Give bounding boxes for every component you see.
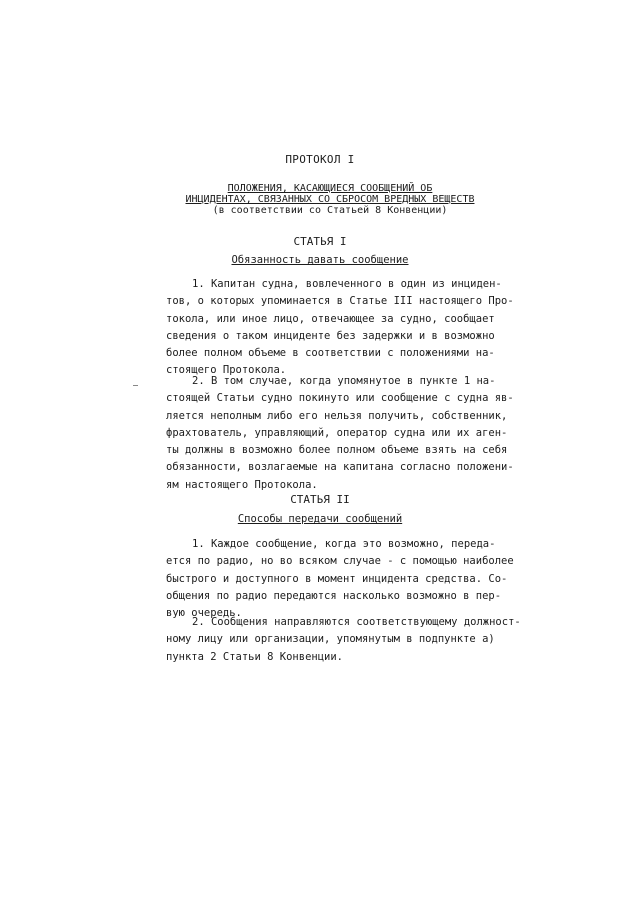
paragraph-line: обязанности, возлагаемые на капитана согласно положени- xyxy=(166,461,514,474)
paragraph-line: стоящей Статьи судно покинуто или сообщение с судна яв- xyxy=(166,392,514,405)
paragraph-line: пункта 2 Статьи 8 Конвенции. xyxy=(166,650,344,663)
margin-mark xyxy=(133,385,138,386)
paragraph-line: 1. Капитан судна, вовлеченного в один из инциден- xyxy=(192,278,502,290)
article-caption-text: Способы передачи сообщений xyxy=(237,513,403,525)
paragraph-line: 1. Каждое сообщение, когда это возможно, переда- xyxy=(192,538,496,550)
paragraph-line: 2. Сообщения направляются соответствующему должност- xyxy=(192,616,521,628)
paragraph-line: ляется неполным либо его нельзя получить, собственник, xyxy=(166,409,508,422)
paragraph xyxy=(166,276,526,380)
paragraph-line: 2. В том случае, когда упомянутое в пункте 1 на- xyxy=(192,375,496,387)
paragraph-line: ному лицу или организации, упомянутым в подпункте а) xyxy=(166,633,495,646)
subtitle-line: ПОЛОЖЕНИЯ, КАСАЮЩИЕСЯ СООБЩЕНИЙ ОБ xyxy=(227,183,433,194)
article-caption xyxy=(0,254,640,266)
paragraph-line: быстрого и доступного в момент инцидента средства. Со- xyxy=(166,572,508,585)
paragraph-line: ты должны в возможно более полном объеме взять на себя xyxy=(166,444,508,457)
article-caption-text: Обязанность давать сообщение xyxy=(231,254,409,266)
subtitle-line: (в соответствии со Статьей 8 Конвенции) xyxy=(212,205,448,216)
article-heading: СТАТЬЯ II xyxy=(290,493,350,506)
paragraph-line: тов, о которых упоминается в Статье III настоящего Про- xyxy=(166,295,514,308)
paragraph-line: ям настоящего Протокола. xyxy=(166,478,318,491)
document-title: ПРОТОКОЛ I xyxy=(285,153,355,166)
article-caption xyxy=(0,513,640,525)
paragraph-line: фрахтователь, управляющий, оператор судна или их аген- xyxy=(166,426,508,439)
paragraph xyxy=(166,614,526,666)
paragraph-line: общения по радио передаются насколько возможно в пер- xyxy=(166,589,502,602)
paragraph xyxy=(166,373,526,494)
paragraph-line: вую очередь. xyxy=(166,607,242,620)
paragraph-line: сведения о таком инциденте без задержки и в возможно xyxy=(166,329,495,342)
article-heading: СТАТЬЯ I xyxy=(293,235,347,248)
document-subtitle xyxy=(170,183,490,216)
paragraph xyxy=(166,536,526,622)
paragraph-line: более полном объеме в соответствии с положениями на- xyxy=(166,347,495,360)
subtitle-line: ИНЦИДЕНТАХ, СВЯЗАННЫХ СО СБРОСОМ ВРЕДНЫХ ВЕЩЕСТВ xyxy=(185,194,475,205)
paragraph-line: ется по радио, но во всяком случае - с помощью наиболее xyxy=(166,555,514,568)
paragraph-line: токола, или иное лицо, отвечающее за судно, сообщает xyxy=(166,312,495,325)
paragraph-line: стоящего Протокола. xyxy=(166,364,287,377)
